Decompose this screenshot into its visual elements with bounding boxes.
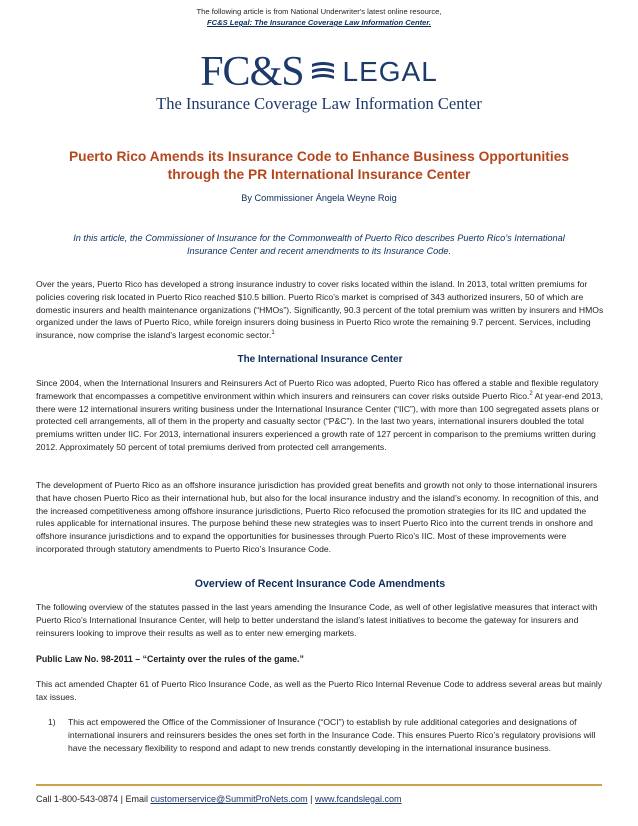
article-intro: In this article, the Commissioner of Insurance for the Commonwealth of Puerto Rico describes Puerto Rico’s International Insurance Center and recent amendments to its Insurance Code. (73, 233, 565, 256)
footer-separator: | (120, 794, 123, 804)
article-title (40, 148, 598, 184)
paragraph-5: This act amended Chapter 61 of Puerto Rico Insurance Code, as well as the Puerto Rico Internal Revenue Code to address several areas but mainly tax issues. (36, 679, 603, 702)
paragraph-2b-text: At year-end 2013, there were 12 international insurers writing business under the International Insurance Center (“IIC”), with more than 100 segregated assets plans or protected cell arrangements, all of them in the property and casualty sector (“P&C”). In the last two years, international insurers doubled the total premiums written under IIC. For 2013, international insurers experienced a growth rate of 127 percent in comparison to the premiums written during 2012. Approximately 50 percent of total premiums derived from protected cell arrangements. (36, 390, 603, 452)
fcs-legal-logo (0, 48, 638, 98)
paragraph-1 (36, 278, 604, 342)
footer-email-link[interactable]: customerservice@SummitProNets.com (150, 794, 308, 804)
footer-divider (36, 784, 602, 786)
paragraph-4: The following overview of the statutes passed in the last years amending the Insurance Code, as well of other legislative measures that interact with Puerto Rico’s International Insurance Center, will help to better understand the island’s latest initiatives to become the gateway for insurers and reinsurers looking to improve their results as well as to enter new emerging markets. (36, 602, 598, 638)
subheading-law-98-2011: Public Law No. 98-2011 – “Certainty over the rules of the game.” (36, 654, 304, 664)
section-heading-amendments: Overview of Recent Insurance Code Amendments (194, 578, 446, 590)
section-heading-iic: The International Insurance Center (237, 354, 403, 365)
notice-line-1: The following article is from National Underwriter's latest online resource, (196, 7, 442, 16)
list-item-number: 1) (48, 717, 56, 727)
paragraph-1-text: Over the years, Puerto Rico has developed a strong insurance industry to cover risks located within the island. In 2013, total written premiums for policies covering risk located in Puerto Rico reached $10.5 billion. Puerto Rico’s market is comprised of 343 authorized insurers, 50 of which are domestic insurers and health maintenance organizations (“HMOs”). Significantly, 90.3 percent of the total premium was written by insurers and HMOs organized under the laws of Puerto Rico, while foreign insurers doing business in Puerto Rico wrote the remaining 9.7 percent. Services, including insurance, now comprise the island’s largest economic sector. (36, 279, 604, 341)
footnote-ref-1[interactable]: 1 (271, 330, 275, 337)
notice-source-link[interactable]: FC&S Legal: The Insurance Coverage Law Information Center. (206, 18, 432, 27)
source-notice (0, 6, 638, 28)
paragraph-2 (36, 377, 604, 454)
paragraph-3: The development of Puerto Rico as an offshore insurance jurisdiction has provided great benefits and growth not only to those international insurers that have chosen Puerto Rico as their international hub, but also for the local insurance industry and the island’s economy. In recognition of this, and the increased competitiveness among offshore insurance jurisdictions, Puerto Rico refocused the promotion strategies for its IIC and updated the rules applicable for international insures. The purpose behind these new strategies was to insert Puerto Rico into the current trends in onshore and offshore insurance jurisdictions and to expand the opportunities for businesses through Puerto Rico’s IIC. Most of these improvements were incorporated through statutory amendments to Puerto Rico’s Insurance Code. (36, 480, 599, 554)
footer-website-link[interactable]: www.fcandslegal.com (315, 794, 402, 804)
logo-fcs-text: FC&S (200, 49, 304, 95)
footer-email-label: Email (125, 794, 148, 804)
title-line-2: through the PR International Insurance Center (167, 167, 471, 182)
list-item (48, 716, 604, 754)
logo-flag-icon (310, 60, 336, 84)
footer (36, 794, 402, 804)
footer-phone: Call 1-800-543-0874 (36, 794, 119, 804)
byline: By Commissioner Ángela Weyne Roig (241, 193, 397, 203)
logo-legal-text: LEGAL (342, 56, 438, 87)
footnote-ref-2[interactable]: 2 (529, 390, 533, 397)
list-item-text: This act empowered the Office of the Commissioner of Insurance (“OCI”) to establish by rule additional categories and designations of international insurers and reinsurers besides the ones set forth in the Insurance Code. This ensures Puerto Rico’s regulatory provisions will have the necessary flexibility to respond and adapt to new trends constantly developing in the international insurance business. (68, 717, 596, 753)
paragraph-2a-text: Since 2004, when the International Insurers and Reinsurers Act of Puerto Rico was adopted, Puerto Rico has offered a stable and flexible regulatory framework that encompasses a competitive environment within which insurers and reinsurers can cover risks outside Puerto Rico. (36, 378, 599, 401)
title-line-1: Puerto Rico Amends its Insurance Code to Enhance Business Opportunities (68, 149, 570, 164)
footer-separator: | (310, 794, 313, 804)
tagline: The Insurance Coverage Law Information Center (156, 94, 482, 113)
